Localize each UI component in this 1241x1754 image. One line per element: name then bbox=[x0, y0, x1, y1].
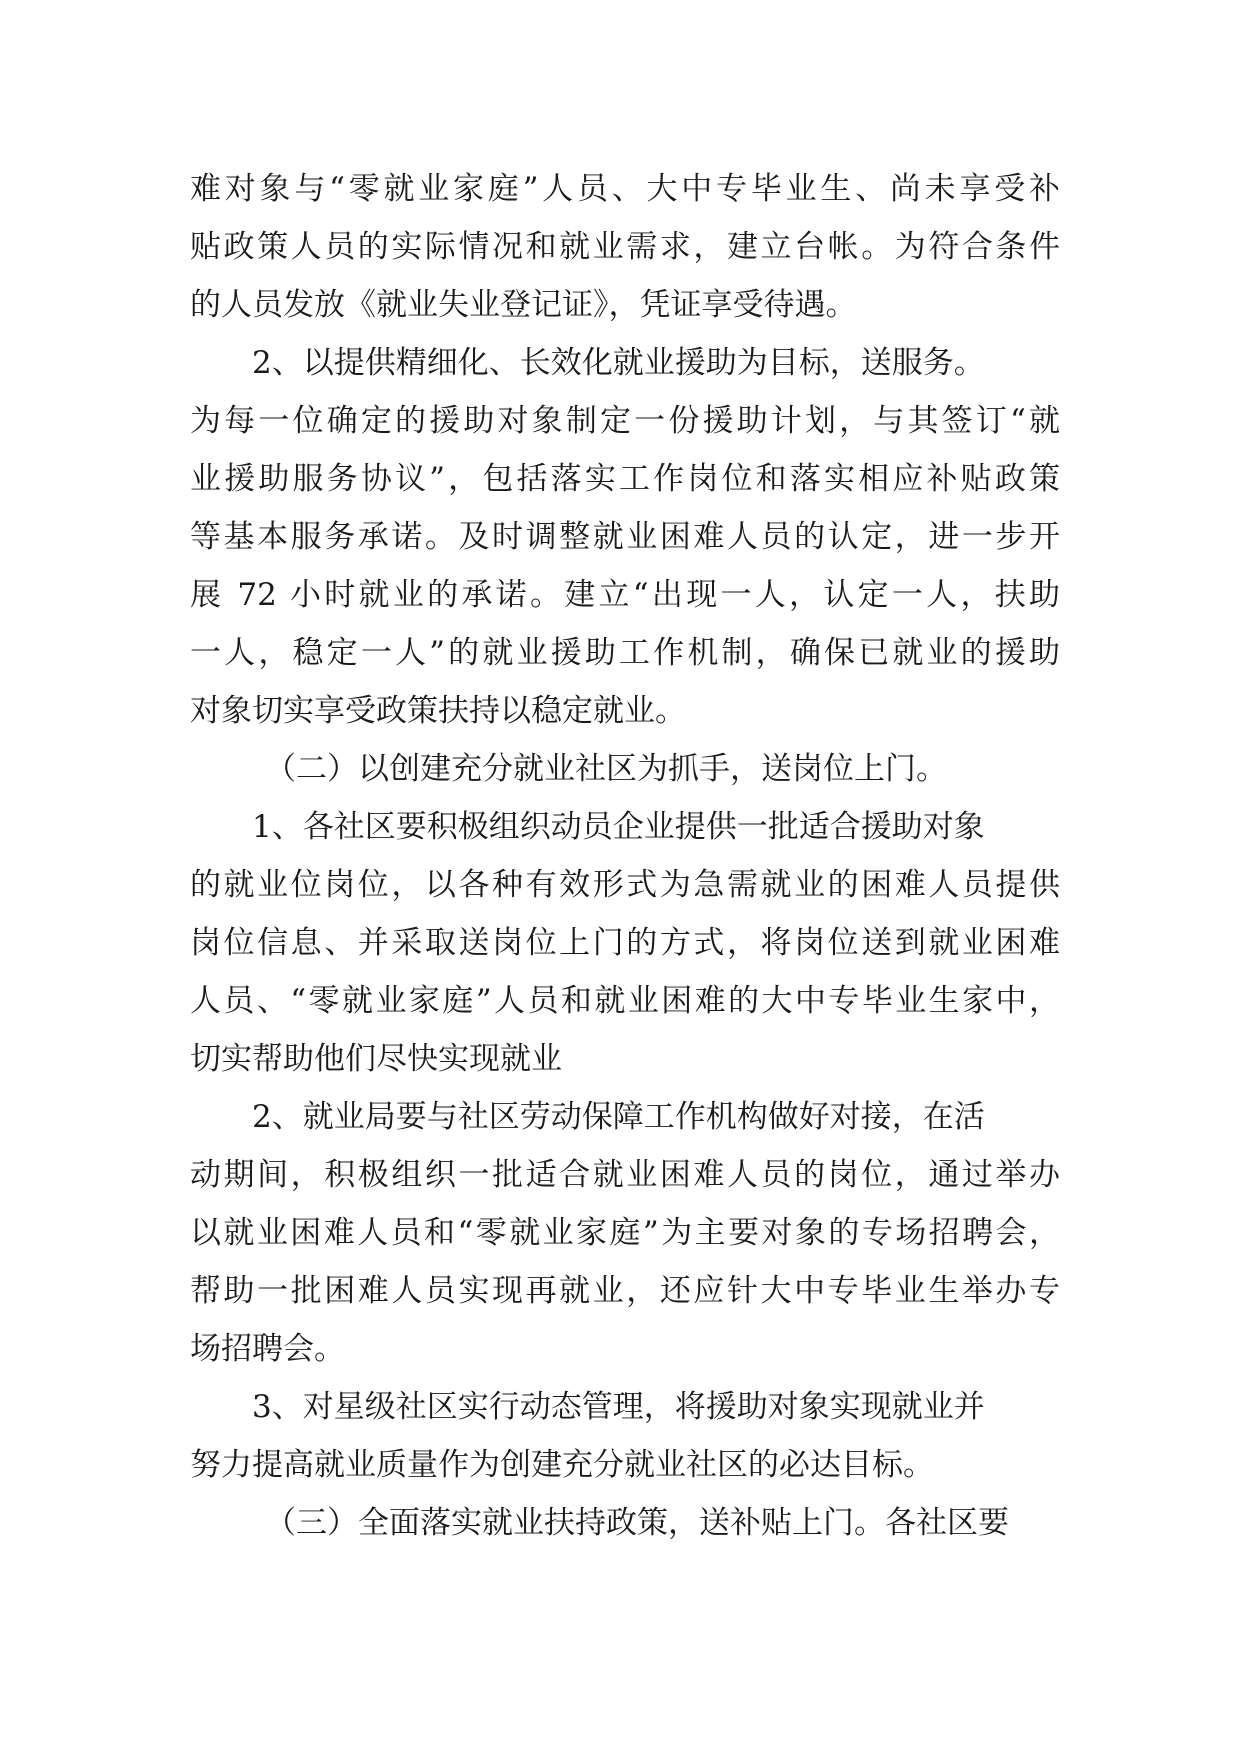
text-line: 切实帮助他们尽快实现就业 bbox=[190, 1041, 562, 1077]
paragraph-heading: 2、以提供精细化、长效化就业援助为目标，送服务。 bbox=[252, 345, 985, 381]
text-line: 对象切实享受政策扶持以稳定就业。 bbox=[190, 693, 686, 729]
text-line: 展 72 小时就业的承诺。建立“出现一人，认定一人，扶助 bbox=[190, 577, 1060, 613]
paragraph-heading: 3、对星级社区实行动态管理，将援助对象实现就业并 bbox=[252, 1389, 985, 1425]
section-heading: （三）全面落实就业扶持政策，送补贴上门。各社区要 bbox=[265, 1505, 1009, 1541]
text-line: 帮助一批困难人员实现再就业，还应针大中专毕业生举办专 bbox=[190, 1273, 1060, 1309]
paragraph-heading: 2、就业局要与社区劳动保障工作机构做好对接，在活 bbox=[252, 1099, 985, 1135]
text-line: 人员、“零就业家庭”人员和就业困难的大中专毕业生家中， bbox=[190, 983, 1060, 1019]
text-line: 努力提高就业质量作为创建充分就业社区的必达目标。 bbox=[190, 1447, 934, 1483]
text-line: 等基本服务承诺。及时调整就业困难人员的认定，进一步开 bbox=[190, 519, 1060, 555]
text-line: 的就业位岗位，以各种有效形式为急需就业的困难人员提供 bbox=[190, 867, 1060, 903]
text-line: 岗位信息、并采取送岗位上门的方式，将岗位送到就业困难 bbox=[190, 925, 1060, 961]
text-line: 为每一位确定的援助对象制定一份援助计划，与其签订“就 bbox=[190, 403, 1060, 439]
text-line: 业援助服务协议”，包括落实工作岗位和落实相应补贴政策 bbox=[190, 461, 1060, 497]
paragraph-heading: 1、各社区要积极组织动员企业提供一批适合援助对象 bbox=[252, 809, 985, 845]
text-line: 以就业困难人员和“零就业家庭”为主要对象的专场招聘会， bbox=[190, 1215, 1060, 1251]
text-line: 动期间，积极组织一批适合就业困难人员的岗位，通过举办 bbox=[190, 1157, 1060, 1193]
section-heading: （二）以创建充分就业社区为抓手，送岗位上门。 bbox=[265, 751, 947, 787]
text-line: 一人，稳定一人”的就业援助工作机制，确保已就业的援助 bbox=[190, 635, 1060, 671]
text-line: 难对象与“零就业家庭”人员、大中专毕业生、尚未享受补 bbox=[190, 171, 1060, 207]
text-line: 场招聘会。 bbox=[190, 1331, 345, 1367]
text-line: 的人员发放《就业失业登记证》，凭证享受待遇。 bbox=[190, 287, 857, 323]
text-line: 贴政策人员的实际情况和就业需求，建立台帐。为符合条件 bbox=[190, 229, 1060, 265]
